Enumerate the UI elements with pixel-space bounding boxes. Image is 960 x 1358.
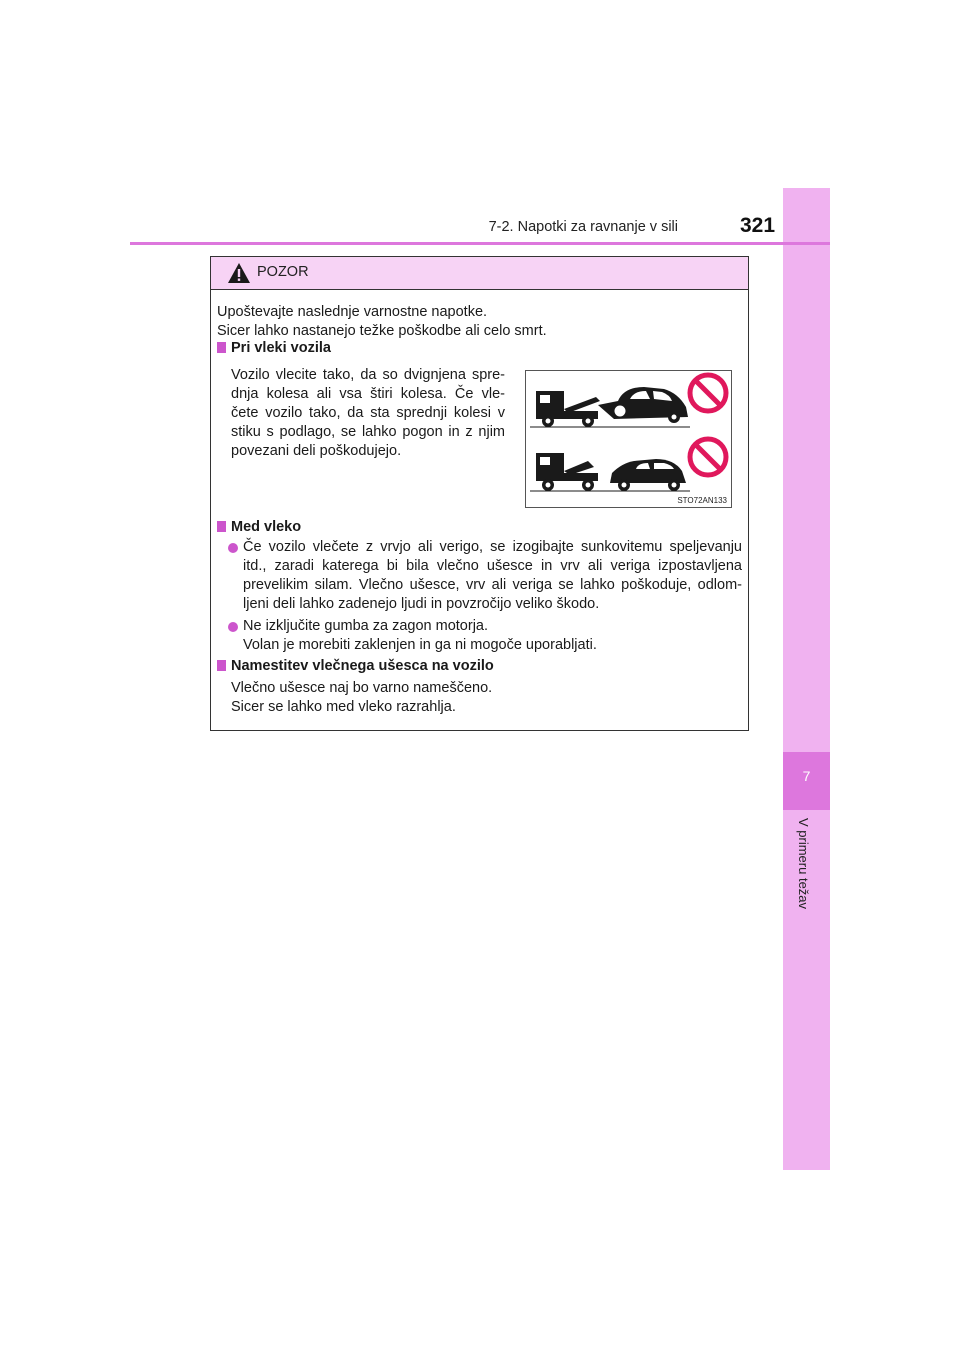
section-title-towing: Pri vleki vozila xyxy=(217,340,331,356)
tow-truck-lifting-car-image xyxy=(530,387,690,427)
section-marker-icon xyxy=(217,660,226,671)
text-line: čete vozilo tako, da sta sprednji kolesi v xyxy=(231,405,505,421)
page-number: 321 xyxy=(740,214,776,237)
towing-text xyxy=(231,366,505,461)
text-line: itd., zaradi katerega bi bila vlečno ušesce in vrv ali veriga izpostavljena xyxy=(243,558,742,574)
intro-line: Upoštevajte naslednje varnostne napotke. xyxy=(217,304,488,320)
text-line: Ne izključite gumba za zagon motorja. xyxy=(243,618,489,634)
section-marker-icon xyxy=(217,521,226,532)
section-title-tow-eye: Namestitev vlečnega ušesca na vozilo xyxy=(217,658,494,674)
text-line: Vlečno ušesce naj bo varno nameščeno. xyxy=(231,680,493,696)
text-line: Volan je morebiti zaklenjen in ga ni mogoče uporabljati. xyxy=(243,637,597,653)
section-heading: 7-2. Napotki za ravnanje v sili xyxy=(488,219,678,235)
bullet-text xyxy=(243,538,742,614)
text-line: Če vozilo vlečete z vrvjo ali verigo, se izogibajte sunkovitemu speljevanju xyxy=(243,539,742,555)
tow-truck-illustration xyxy=(526,371,731,507)
section-marker-icon xyxy=(217,342,226,353)
bullet-dot-icon xyxy=(228,543,238,553)
text-line: povezani deli poškodujejo. xyxy=(231,443,402,459)
warning-triangle-icon xyxy=(227,262,251,284)
text-line: prevelikim silam. Vlečno ušesce, vrv ali veriga se lahko poškoduje, odlom- xyxy=(243,577,742,593)
section-title-during-towing: Med vleko xyxy=(217,519,301,535)
text-line: dnja kolesa ali vsa štiri kolesa. Če vle- xyxy=(231,386,505,402)
tow-truck-dragging-car-image xyxy=(530,453,690,491)
warning-title: POZOR xyxy=(257,264,309,280)
tow-eye-text xyxy=(231,679,731,717)
text-line: ljeni deli lahko zadenejo ljudi in povzročijo veliko škodo. xyxy=(243,596,600,612)
prohibited-sign-icon xyxy=(690,439,726,475)
illustration-code: STO72AN133 xyxy=(677,496,727,505)
text-line: Sicer se lahko med vleko razrahlja. xyxy=(231,699,456,715)
intro-line: Sicer lahko nastanejo težke poškodbe ali celo smrt. xyxy=(217,323,547,339)
chapter-title: V primeru težav xyxy=(796,818,811,910)
warning-header xyxy=(211,257,748,290)
bullet-text xyxy=(243,617,742,655)
prohibited-sign-icon xyxy=(690,375,726,411)
warning-box xyxy=(210,256,749,731)
text-line: stiku s podlago, se lahko pogon in z njim xyxy=(231,424,505,440)
text-line: Vozilo vlecite tako, da so dvignjena spre- xyxy=(231,367,505,383)
chapter-side-tab xyxy=(783,188,830,1170)
chapter-number: 7 xyxy=(802,768,811,784)
header-divider xyxy=(130,242,830,245)
towing-illustration xyxy=(525,370,732,508)
warning-intro xyxy=(217,303,547,341)
bullet-dot-icon xyxy=(228,622,238,632)
